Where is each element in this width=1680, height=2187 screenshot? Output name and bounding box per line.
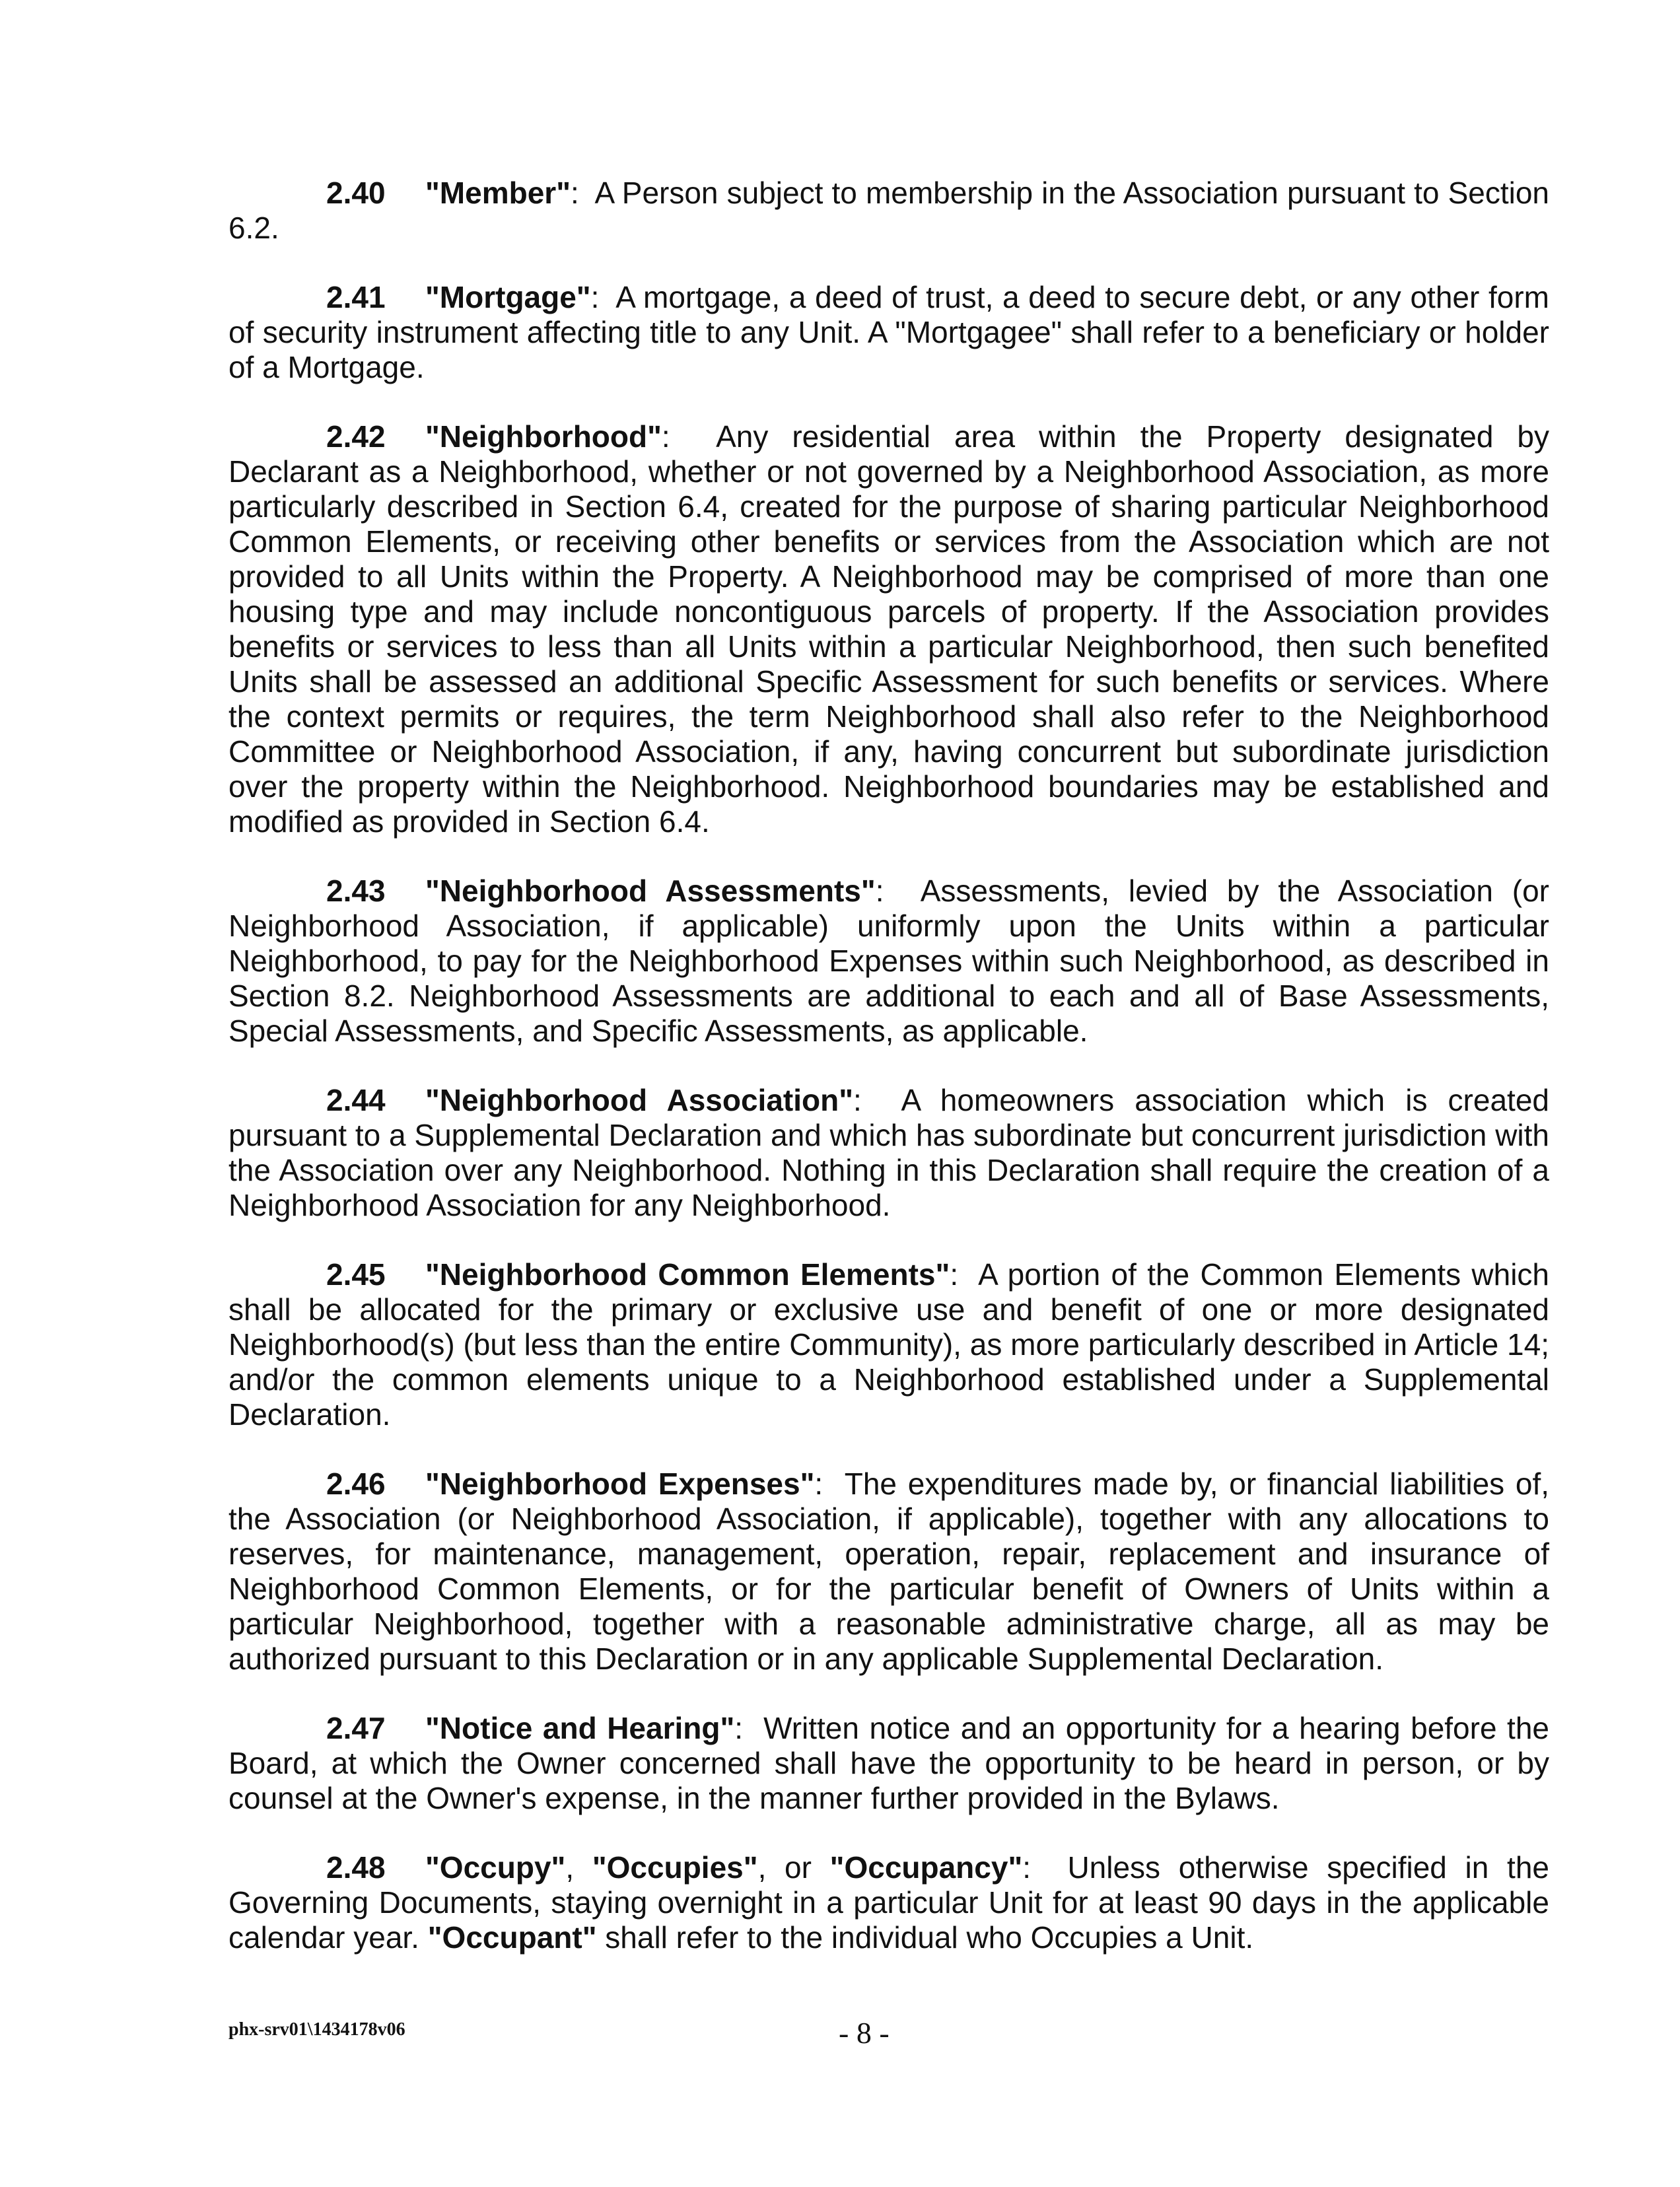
defined-term-occupant: "Occupant" [427,1920,597,1955]
term-colon: : [950,1257,959,1292]
definition-text: Any residential area within the Property designated by Declarant as a Neighborhood, whether or not governed by a Neighborhood Association, as more particularly described in Section 6.4, created for the purpose of sharing particular Neighborhood Common Elements, or receiving other benefits or services from the Association which are not provided to all Units within the Property. A Neighborhood may be comprised of more than one housing type and may include noncontiguous parcels of property. If the Association provides benefits or services to less than all Units within a particular Neighborhood, then such benefited Units shall be assessed an additional Specific Assessment for such benefits or services. Where the context permits or requires, the term Neighborhood shall also refer to the Neighborhood Committee or Neighborhood Association, if any, having concurrent but subordinate jurisdiction over the property within the Neighborhood. Neighborhood boundaries may be established and modified as provided in Section 6.4. [228,419,1550,839]
definition-text: A Person subject to membership in the Association pursuant to Section 6.2. [228,176,1549,245]
term-colon: : [661,419,670,454]
defined-term: "Member" [425,176,571,210]
term-separator: , or [757,1850,830,1885]
defined-term: "Mortgage" [425,280,591,314]
term-colon: : [875,874,884,908]
definition-2-47 [228,1711,1549,1816]
definition-text: Unless otherwise specified in the Governing Documents, staying overnight in a particular Unit for at least 90 days in the applicable calendar year. [228,1850,1549,1955]
definition-text: A homeowners association which is created pursuant to a Supplemental Declaration and which has subordinate but concurrent jurisdiction with the Association over any Neighborhood. Nothing in this Declaration shall require the creation of a Neighborhood Association for any Neighborhood. [228,1083,1549,1222]
document-id: phx-srv01\1434178v06 [228,2019,405,2040]
defined-term: "Notice and Hearing" [425,1711,735,1745]
defined-term-occupy: "Occupy" [425,1850,566,1885]
definition-text: A mortgage, a deed of trust, a deed to secure debt, or any other form of security instrument affecting title to any Unit. A "Mortgagee" shall refer to a beneficiary or holder of a Mortgage. [228,280,1549,384]
page-number: - 8 - [839,2016,890,2050]
definition-text: Written notice and an opportunity for a hearing before the Board, at which the Owner concerned shall have the opportunity to be heard in person, or by counsel at the Owner's expense, in the manner further provided in the Bylaws. [228,1711,1550,1815]
section-number: 2.43 [326,874,386,908]
section-number: 2.40 [326,176,386,210]
definition-2-41 [228,280,1549,385]
definition-text: The expenditures made by, or financial liabilities of, the Association (or Neighborhood Association, if applicable), together with any allocations to reserves, for maintenance, management, operation, repair, replacement and insurance of Neighborhood Common Elements, or for the particular benefit of Owners of Units within a particular Neighborhood, together with a reasonable administrative charge, all as may be authorized pursuant to this Declaration or in any applicable Supplemental Declaration. [228,1467,1549,1676]
section-number: 2.42 [326,419,386,454]
section-number: 2.44 [326,1083,386,1117]
definition-2-45 [228,1257,1549,1432]
defined-term: "Neighborhood Assessments" [425,874,876,908]
section-number: 2.48 [326,1850,386,1885]
defined-term: "Neighborhood Common Elements" [425,1257,950,1292]
definition-text-end: shall refer to the individual who Occupies a Unit. [605,1920,1254,1955]
section-number: 2.47 [326,1711,386,1745]
defined-term: "Neighborhood Association" [425,1083,854,1117]
term-colon: : [571,176,579,210]
defined-term-occupancy: "Occupancy" [829,1850,1023,1885]
definition-2-42 [228,419,1549,839]
defined-term: "Neighborhood" [425,419,662,454]
term-separator: , [565,1850,592,1885]
section-number: 2.45 [326,1257,386,1292]
term-colon: : [853,1083,862,1117]
definition-2-46 [228,1467,1549,1677]
section-number: 2.41 [326,280,386,314]
term-colon: : [590,280,600,314]
definition-2-40 [228,176,1549,246]
term-colon: : [1022,1850,1032,1885]
term-colon: : [734,1711,744,1745]
definition-2-48 [228,1850,1549,1955]
definition-text: A portion of the Common Elements which shall be allocated for the primary or exclusive use and benefit of one or more designated Neighborhood(s) (but less than the entire Community), as more particularly described in Article 14; and/or the common elements unique to a Neighborhood established under a Supplemental Declaration. [228,1257,1549,1432]
defined-term-occupies: "Occupies" [592,1850,758,1885]
term-colon: : [814,1467,823,1501]
definition-2-44 [228,1083,1549,1223]
definition-2-43 [228,874,1549,1049]
defined-term: "Neighborhood Expenses" [425,1467,815,1501]
definition-text: Assessments, levied by the Association (or Neighborhood Association, if applicable) uniformly upon the Units within a particular Neighborhood, to pay for the Neighborhood Expenses within such Neighborhood, as described in Section 8.2. Neighborhood Assessments are additional to each and all of Base Assessments, Special Assessments, and Specific Assessments, as applicable. [228,874,1549,1048]
document-body [228,176,1549,1990]
section-number: 2.46 [326,1467,386,1501]
